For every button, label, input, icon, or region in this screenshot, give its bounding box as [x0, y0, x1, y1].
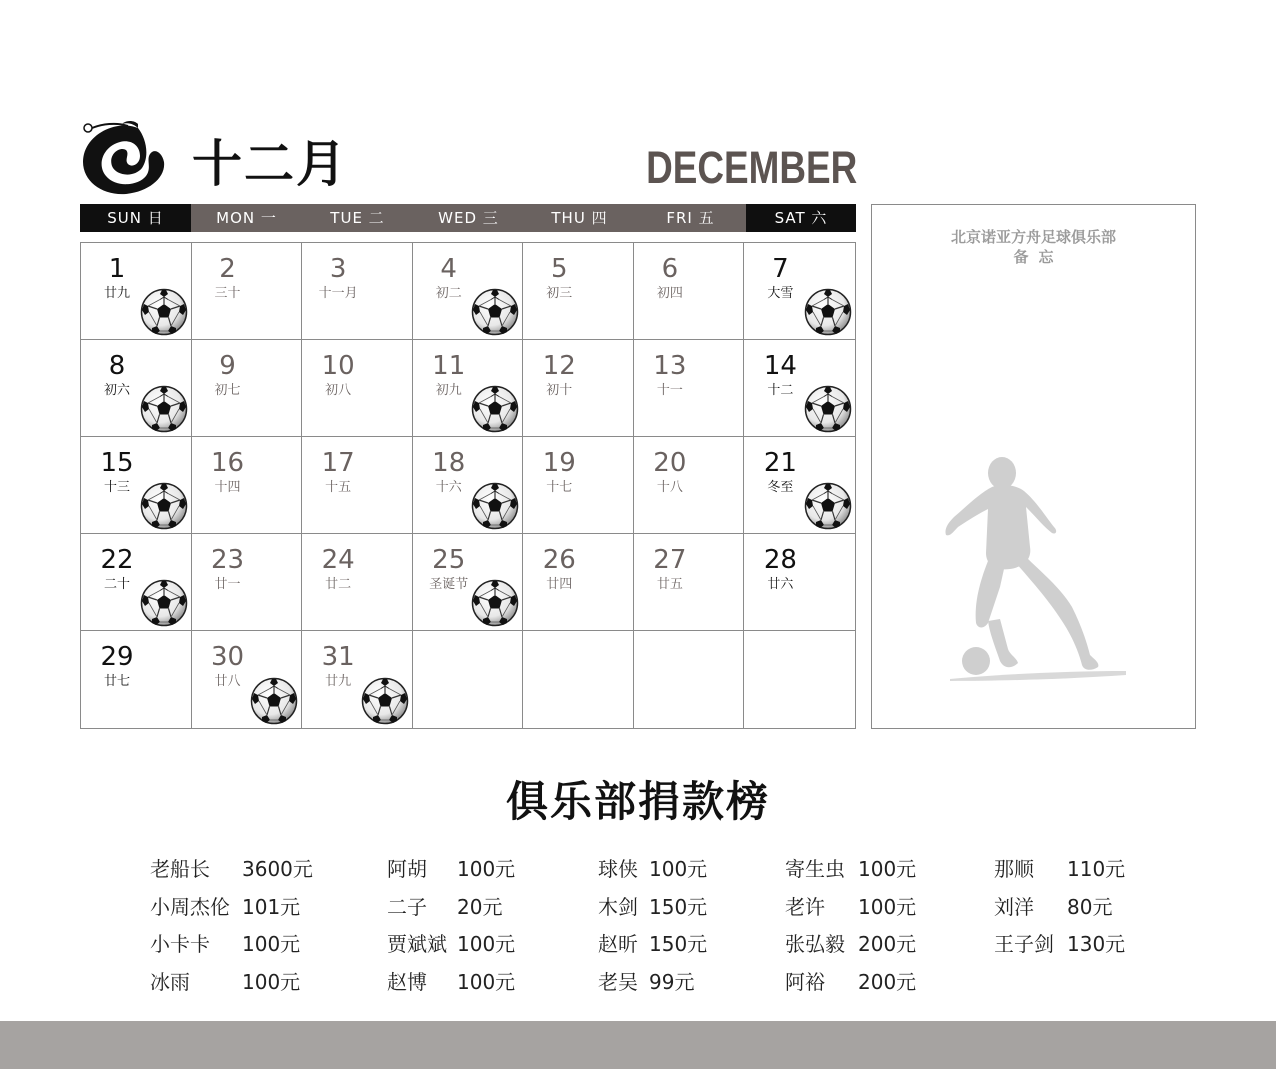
lunar-date: 十三 — [103, 480, 130, 495]
donation-board-title: 俱乐部捐款榜 — [505, 777, 770, 826]
donation-amount: 101元 — [242, 894, 301, 919]
donation-amount: 200元 — [858, 969, 917, 994]
memo-label: 备忘 — [1013, 248, 1064, 266]
donation-entry — [785, 965, 916, 1003]
day-number: 26 — [542, 545, 576, 575]
donation-amount: 150元 — [649, 932, 708, 956]
weekday-wed: WED 三 — [438, 209, 499, 227]
day-number: 4 — [440, 254, 457, 284]
donation-entry — [785, 852, 916, 890]
day-cell — [413, 243, 524, 340]
lunar-date: 圣诞节 — [429, 577, 469, 592]
day-number: 24 — [321, 545, 355, 575]
lunar-date: 十四 — [214, 480, 241, 495]
day-cell — [634, 534, 745, 631]
soccer-ball-icon — [471, 385, 519, 433]
day-cell — [744, 243, 855, 340]
day-cell — [744, 437, 855, 534]
donation-amount: 110元 — [1067, 857, 1126, 881]
donation-entry — [387, 852, 515, 890]
weekday-sat: SAT 六 — [746, 204, 856, 232]
soccer-ball-icon — [804, 385, 852, 433]
donation-entry — [150, 927, 313, 965]
empty-day-cell — [634, 631, 745, 728]
lunar-date: 初四 — [656, 286, 683, 301]
donor-name: 小卡卡 — [150, 932, 210, 956]
day-cell — [81, 340, 192, 437]
day-cell — [744, 534, 855, 631]
memo-panel — [871, 204, 1196, 729]
donation-amount: 100元 — [858, 857, 917, 881]
donation-column — [150, 852, 313, 1002]
weekday-fri: FRI 五 — [666, 209, 715, 227]
day-number: 20 — [653, 448, 687, 478]
donation-entry — [785, 890, 916, 928]
donation-entry — [994, 927, 1125, 965]
month-title-cn: 十二月 — [192, 134, 348, 193]
lunar-date: 廿六 — [767, 577, 794, 592]
day-number: 1 — [108, 254, 126, 284]
empty-day-cell — [413, 631, 524, 728]
day-cell — [192, 243, 303, 340]
day-cell — [523, 534, 634, 631]
donation-entry — [387, 927, 515, 965]
soccer-ball-icon — [471, 288, 519, 336]
donor-name: 贾斌斌 — [387, 932, 447, 956]
day-cell — [192, 631, 303, 728]
soccer-ball-icon — [140, 579, 188, 627]
donation-entry — [150, 890, 313, 928]
day-number: 30 — [211, 642, 245, 672]
donation-entry — [598, 927, 707, 965]
donation-amount: 100元 — [457, 857, 516, 881]
lunar-date: 十一月 — [318, 286, 358, 301]
day-cell — [302, 437, 413, 534]
memo-club-name: 北京诺亚方舟足球俱乐部 — [950, 228, 1116, 246]
day-number: 31 — [321, 642, 355, 672]
donation-entry — [387, 965, 515, 1003]
lunar-date: 廿九 — [103, 286, 130, 301]
lunar-date: 大雪 — [767, 286, 794, 301]
donation-entry — [387, 890, 515, 928]
day-number: 11 — [432, 351, 466, 381]
donation-column — [598, 852, 707, 1002]
day-number: 3 — [329, 254, 347, 284]
donation-amount: 80元 — [1067, 894, 1113, 919]
empty-day-cell — [744, 631, 855, 728]
donation-amount: 100元 — [858, 894, 917, 919]
soccer-ball-icon — [140, 482, 188, 530]
day-cell — [192, 437, 303, 534]
lunar-date: 初七 — [214, 383, 241, 398]
day-cell — [302, 243, 413, 340]
lunar-date: 十八 — [656, 480, 683, 495]
month-title-en: DECEMBER — [646, 142, 858, 193]
lunar-date: 十五 — [325, 480, 352, 495]
donation-entry — [994, 852, 1125, 890]
lunar-date: 冬至 — [767, 480, 794, 495]
donation-entry — [785, 927, 916, 965]
day-number: 7 — [772, 254, 789, 284]
weekday-sun: SUN 日 — [80, 204, 191, 232]
donor-name: 赵昕 — [598, 932, 638, 956]
donor-name: 木剑 — [598, 894, 638, 919]
day-cell — [413, 437, 524, 534]
donation-amount: 3600元 — [242, 857, 313, 881]
donor-name: 球侠 — [598, 857, 638, 881]
donor-name: 小周杰伦 — [150, 894, 230, 919]
donation-amount: 20元 — [457, 894, 503, 919]
lunar-date: 廿九 — [325, 674, 352, 689]
calendar-grid — [80, 242, 856, 729]
soccer-ball-icon — [140, 385, 188, 433]
day-number: 14 — [763, 351, 797, 381]
donation-amount: 200元 — [858, 932, 917, 956]
lunar-date: 十七 — [546, 480, 573, 495]
donor-name: 刘洋 — [994, 894, 1034, 919]
donor-name: 老船长 — [150, 857, 210, 881]
snake-logo-icon — [78, 118, 170, 200]
donation-column — [387, 852, 515, 1002]
lunar-date: 初八 — [325, 383, 352, 398]
day-number: 8 — [108, 351, 126, 381]
donor-name: 王子剑 — [994, 932, 1054, 956]
day-number: 27 — [653, 545, 687, 575]
donation-entry — [150, 852, 313, 890]
weekday-header — [80, 204, 856, 232]
day-number: 13 — [653, 351, 687, 381]
donation-column — [785, 852, 916, 1002]
soccer-ball-icon — [361, 677, 409, 725]
day-number: 28 — [763, 545, 797, 575]
donor-name: 阿裕 — [785, 969, 825, 994]
donor-name: 二子 — [387, 894, 427, 919]
day-cell — [81, 437, 192, 534]
lunar-date: 廿二 — [325, 577, 352, 592]
donation-entry — [150, 965, 313, 1003]
empty-day-cell — [523, 631, 634, 728]
donor-name: 冰雨 — [150, 969, 190, 994]
lunar-date: 三十 — [214, 286, 241, 301]
lunar-date: 廿四 — [546, 577, 573, 592]
donation-amount: 100元 — [242, 969, 301, 994]
donation-entry — [598, 852, 707, 890]
day-cell — [81, 243, 192, 340]
day-number: 6 — [661, 254, 679, 284]
soccer-ball-icon — [804, 288, 852, 336]
day-cell — [413, 340, 524, 437]
day-cell — [302, 631, 413, 728]
day-number: 22 — [100, 545, 134, 575]
weekday-thu: THU 四 — [551, 209, 608, 227]
day-cell — [302, 340, 413, 437]
donor-name: 张弘毅 — [785, 932, 845, 956]
lunar-date: 初十 — [546, 383, 573, 398]
day-cell — [413, 534, 524, 631]
day-cell — [523, 243, 634, 340]
lunar-date: 十一 — [656, 383, 683, 398]
lunar-date: 廿七 — [103, 674, 130, 689]
day-number: 12 — [542, 351, 576, 381]
day-cell — [192, 534, 303, 631]
day-cell — [634, 437, 745, 534]
day-number: 16 — [211, 448, 245, 478]
day-cell — [634, 340, 745, 437]
lunar-date: 初九 — [435, 383, 462, 398]
donor-name: 老许 — [785, 894, 825, 919]
day-number: 29 — [100, 642, 134, 672]
donation-amount: 150元 — [649, 894, 708, 919]
lunar-date: 初六 — [103, 383, 130, 398]
soccer-ball-icon — [250, 677, 298, 725]
football-player-silhouette-icon — [940, 457, 1130, 685]
donation-entry — [598, 965, 707, 1003]
donation-entry — [994, 890, 1125, 928]
donation-amount: 100元 — [649, 857, 708, 881]
donor-name: 寄生虫 — [785, 857, 845, 881]
day-number: 9 — [219, 351, 236, 381]
lunar-date: 十二 — [767, 383, 794, 398]
day-number: 23 — [211, 545, 245, 575]
day-number: 17 — [321, 448, 355, 478]
donor-name: 那顺 — [994, 857, 1034, 881]
weekday-mon: MON 一 — [216, 209, 277, 227]
soccer-ball-icon — [471, 579, 519, 627]
day-cell — [81, 631, 192, 728]
lunar-date: 廿五 — [656, 577, 683, 592]
day-cell — [744, 340, 855, 437]
day-cell — [523, 437, 634, 534]
donation-entry — [598, 890, 707, 928]
day-cell — [192, 340, 303, 437]
donation-column — [994, 852, 1125, 965]
day-number: 2 — [219, 254, 236, 284]
donation-amount: 100元 — [457, 969, 516, 994]
lunar-date: 初二 — [435, 286, 462, 301]
lunar-date: 十六 — [435, 480, 462, 495]
footer-band — [0, 1021, 1276, 1069]
day-number: 21 — [763, 448, 797, 478]
donor-name: 赵博 — [387, 969, 427, 994]
donation-amount: 100元 — [457, 932, 516, 956]
day-number: 5 — [551, 254, 568, 284]
day-number: 10 — [321, 351, 355, 381]
day-number: 25 — [432, 545, 466, 575]
donation-amount: 130元 — [1067, 932, 1126, 956]
day-number: 15 — [100, 448, 134, 478]
soccer-ball-icon — [140, 288, 188, 336]
lunar-date: 廿一 — [214, 577, 241, 592]
day-cell — [81, 534, 192, 631]
weekday-tue: TUE 二 — [330, 209, 385, 227]
day-cell — [634, 243, 745, 340]
donor-name: 老吴 — [598, 969, 638, 994]
donation-amount: 100元 — [242, 932, 301, 956]
lunar-date: 二十 — [103, 577, 130, 592]
donor-name: 阿胡 — [387, 857, 427, 881]
lunar-date: 初三 — [546, 286, 573, 301]
soccer-ball-icon — [471, 482, 519, 530]
day-number: 19 — [542, 448, 576, 478]
donation-amount: 99元 — [649, 969, 695, 994]
day-number: 18 — [432, 448, 466, 478]
soccer-ball-icon — [804, 482, 852, 530]
lunar-date: 廿八 — [214, 674, 241, 689]
day-cell — [302, 534, 413, 631]
day-cell — [523, 340, 634, 437]
